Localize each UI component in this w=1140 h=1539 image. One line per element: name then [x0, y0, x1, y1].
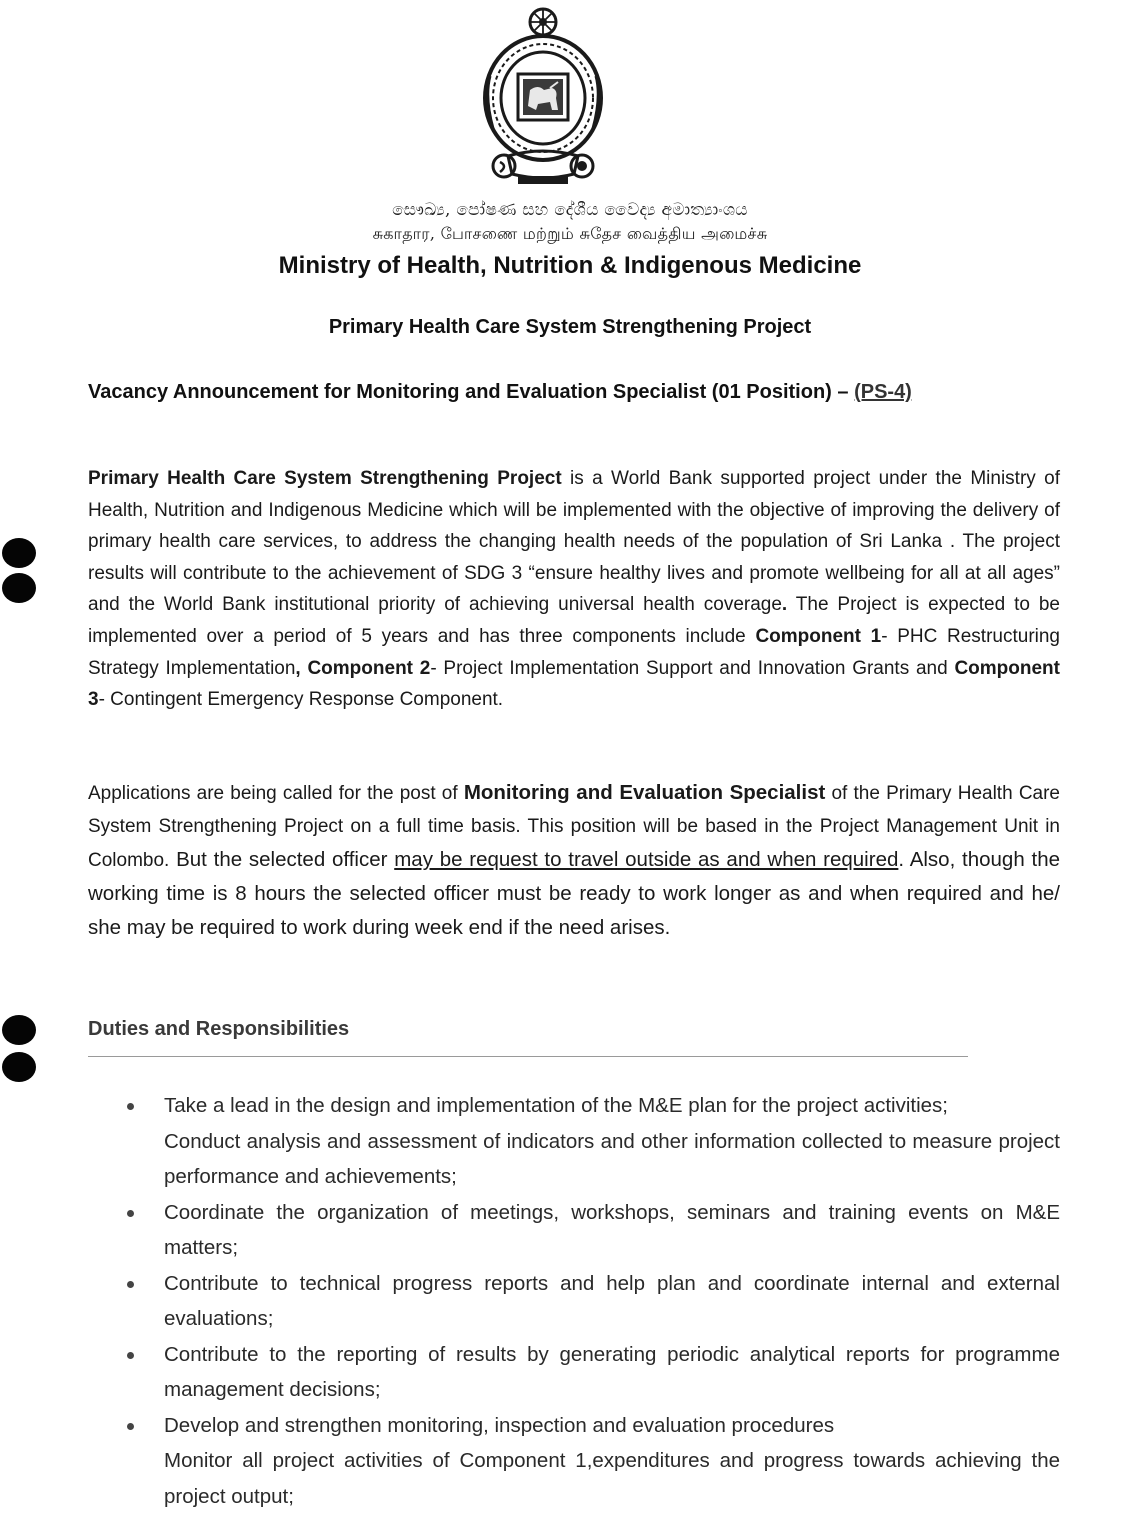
bullet-icon [127, 1423, 134, 1430]
duty-text: Take a lead in the design and implementation of the M&E plan for the project activities; [164, 1094, 949, 1117]
punch-hole [2, 1052, 36, 1082]
project-name-bold: Primary Health Care System Strengthening Project [88, 468, 562, 489]
duty-continuation-text: Conduct analysis and assessment of indicators and other information collected to measure project performance and achievements; [164, 1129, 1060, 1188]
punch-hole [2, 573, 36, 603]
paragraph-text: But the selected officer [169, 848, 395, 871]
paragraph-text: - Project Implementation Support and Innovation Grants and [430, 657, 955, 679]
paragraph-text: Applications are being called for the post of [88, 783, 464, 804]
application-paragraph [88, 776, 1060, 945]
bullet-icon [127, 1210, 134, 1217]
bullet-icon [127, 1103, 134, 1110]
list-item [125, 1408, 1060, 1515]
duty-text: Develop and strengthen monitoring, inspection and evaluation procedures [164, 1413, 835, 1437]
project-description-paragraph [88, 463, 1060, 716]
state-emblem-icon [478, 6, 608, 188]
list-item [125, 1337, 1060, 1408]
list-item [125, 1266, 1060, 1337]
vacancy-title-text: Vacancy Announcement for Monitoring and Evaluation Specialist (01 Position) – [88, 381, 849, 403]
project-title: Primary Health Care System Strengthening Project [328, 316, 812, 338]
component-2-label: Component 2 [300, 657, 431, 679]
bold-comma: , [295, 657, 301, 679]
bullet-icon [127, 1281, 134, 1288]
ministry-name-sinhala: සෞඛ්‍ය, පෝෂණ සහ දේශීය වෛද්‍ය අමාත්‍යාංශය [392, 200, 748, 220]
bullet-icon [127, 1352, 134, 1359]
paragraph-text: - PHC Restructuring Strategy Implementation [88, 625, 1060, 679]
punch-hole [2, 538, 36, 568]
post-title-bold: Monitoring and Evaluation Specialist [463, 781, 826, 804]
component-3-label: Component 3 [88, 657, 1060, 711]
ministry-name-tamil: சுகாதார, போசணை மற்றும் சுதேச வைத்திய அமைச்சு [372, 224, 768, 243]
list-item [125, 1088, 1060, 1195]
paragraph-text: is a World Bank supported project under the Ministry of Health, Nutrition and Indigenous Medicine which will be implemented with the objective of improving the delivery of primary health care services, to address the changing health needs of the population of Sri Lanka . The project results will contribute to the achievement of SDG 3 “ensure healthy lives and promote wellbeing for all at all ages” and the World Bank institutional priority of achieving universal health coverage [88, 468, 1060, 616]
duty-text: Contribute to the reporting of results by generating periodic analytical reports for programme management decisions; [164, 1342, 1060, 1401]
duty-text: Contribute to technical progress reports and help plan and coordinate internal and external evaluations; [164, 1271, 1060, 1330]
punch-hole [2, 1015, 36, 1045]
duties-list [125, 1088, 1060, 1514]
paragraph-text: - Contingent Emergency Response Component. [98, 689, 504, 711]
paragraph-text: The Project is expected to be implemented over a period of 5 years and has three components include [88, 594, 1060, 647]
section-heading-duties: Duties and Responsibilities [88, 1018, 350, 1040]
travel-requirement-underlined: may be request to travel outside as and when required [394, 848, 899, 871]
paragraph-text: . Also, though the working time is 8 hours the selected officer must be ready to work longer as and when required and he/ she may be required to work during week end if the need arises. [88, 848, 1060, 939]
bold-period: . [781, 594, 788, 616]
ministry-name: Ministry of Health, Nutrition & Indigenous Medicine [278, 252, 862, 279]
paragraph-text: of the Primary Health Care System Strengthening Project on a full time basis. This position will be based in the Project Management Unit in Colombo. [88, 783, 1061, 871]
component-1-label: Component 1 [755, 625, 882, 647]
position-code: (PS-4) [854, 381, 912, 403]
section-divider [88, 1056, 968, 1057]
duty-continuation-text: Monitor all project activities of Component 1,expenditures and progress towards achieving the project output; [164, 1449, 1060, 1508]
duty-text: Coordinate the organization of meetings, workshops, seminars and training events on M&E matters; [164, 1200, 1060, 1259]
list-item [125, 1195, 1060, 1266]
vacancy-title [88, 381, 1088, 404]
